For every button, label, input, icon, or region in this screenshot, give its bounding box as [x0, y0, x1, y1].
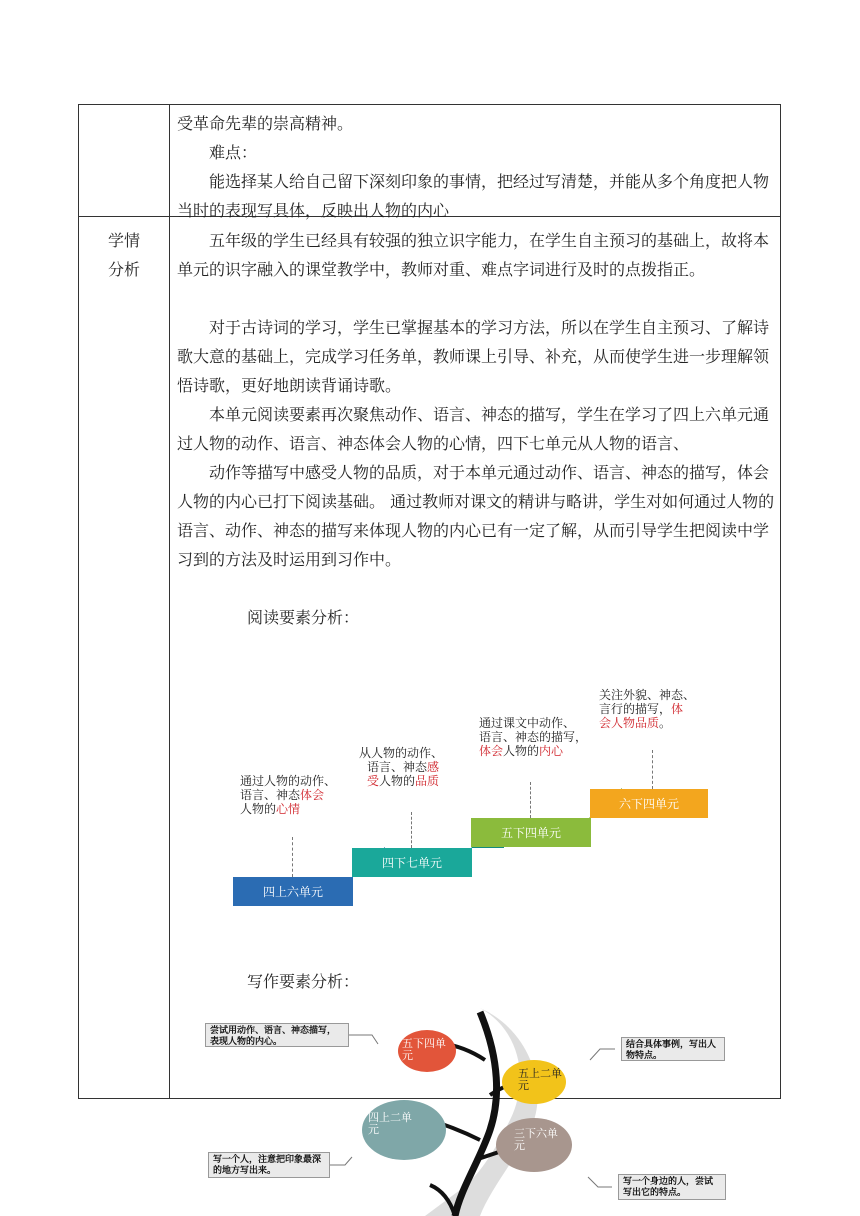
anno-s4-b: 言行的描写，: [599, 702, 672, 716]
reading-heading: 阅读要素分析：: [247, 608, 360, 627]
label-line1: 学情: [107, 231, 140, 250]
step-s4: 六下四单元: [590, 789, 708, 818]
circle-c3-label: 四上二单元: [368, 1111, 412, 1136]
anno-s1-l1: 通过人物的动作、: [240, 774, 337, 788]
anno-s2-e: 人物的: [379, 774, 416, 788]
analysis-para1: 五年级的学生已经具有较强的独立识字能力，在学生自主预习的基础上，故将本单元的识字融入的课堂教学中，教师对重、难点字词进行及时的点拨指正。: [177, 231, 770, 279]
circle-c4-label: 三下六单元: [514, 1127, 558, 1152]
anno-s4-l1: 关注外貌、神态、: [599, 688, 696, 702]
anno-s3-e: 内心: [539, 744, 564, 758]
anno-s3-c: 体会: [479, 744, 504, 758]
row1-line1: 受革命先辈的崇高精神。: [177, 114, 354, 133]
anno-s4-c: 体: [671, 702, 684, 716]
label-line2: 分析: [107, 260, 140, 279]
analysis-para4: 动作等描写中感受人物的品质，对于本单元通过动作、语言、神态的描写，体会人物的内心已打下阅读基础。 通过教师对课文的精讲与略讲，学生对如何通过人物的语言、动作、神态的描写来体现人物的内心已有一定了解，从而引导学生把阅读中学习到的方法及时运用到习作中。: [177, 463, 775, 569]
anno-s3-d: 人物的: [503, 744, 540, 758]
step-s3: 五下四单元: [471, 818, 591, 847]
analysis-para2: 对于古诗词的学习，学生已掌握基本的学习方法，所以在学生自主预习、了解诗歌大意的基础上，完成学习任务单，教师课上引导、补充，从而使学生进一步理解领悟诗歌，更好地朗读背诵诗歌。: [177, 318, 770, 395]
analysis-para3: 本单元阅读要素再次聚焦动作、语言、神态的描写，学生在学习了四上六单元通过人物的动作、语言、神态体会人物的心情，四下七单元从人物的语言、: [177, 405, 770, 453]
anno-s2-c: 感: [427, 760, 440, 774]
writing-heading: 写作要素分析：: [247, 972, 360, 991]
anno-s1-b: 语言、神态: [240, 788, 301, 802]
anno-s2-d: 受: [367, 774, 380, 788]
anno-s4-f: 。: [659, 716, 672, 730]
anno-s1-d: 人物的: [240, 802, 277, 816]
circle-c2-label: 五上二单元: [518, 1067, 562, 1092]
circle-c1-label: 五下四单元: [402, 1037, 446, 1062]
writing-box-b3: 写一个人，注意把印象最深的地方写出来。: [208, 1152, 330, 1178]
step-s2: 四下七单元: [352, 848, 472, 877]
writing-box-b2: 结合具体事例，写出人物特点。: [621, 1037, 725, 1061]
anno-s4-e: 品质: [635, 716, 660, 730]
anno-s3-l1: 通过课文中动作、: [479, 716, 576, 730]
anno-s2-f: 品质: [415, 774, 440, 788]
anno-s4-d: 会人物: [599, 716, 636, 730]
writing-box-b1: 尝试用动作、语言、神态描写，表现人物的内心。: [205, 1023, 349, 1047]
anno-s1-c: 体会: [300, 788, 325, 802]
anno-s2-l1: 从人物的动作、: [359, 746, 444, 760]
difficulty-text: 能选择某人给自己留下深刻印象的事情，把经过写清楚，并能从多个角度把人物当时的表现写具体，反映出人物的内心: [177, 172, 770, 220]
writing-box-b4: 写一个身边的人，尝试写出它的特点。: [618, 1174, 726, 1200]
difficulty-label: 难点：: [209, 143, 258, 162]
anno-s3-l2: 语言、神态的描写，: [479, 730, 588, 744]
step-s1: 四上六单元: [233, 877, 353, 906]
anno-s1-e: 心情: [276, 802, 301, 816]
anno-s2-b: 语言、神态: [367, 760, 428, 774]
